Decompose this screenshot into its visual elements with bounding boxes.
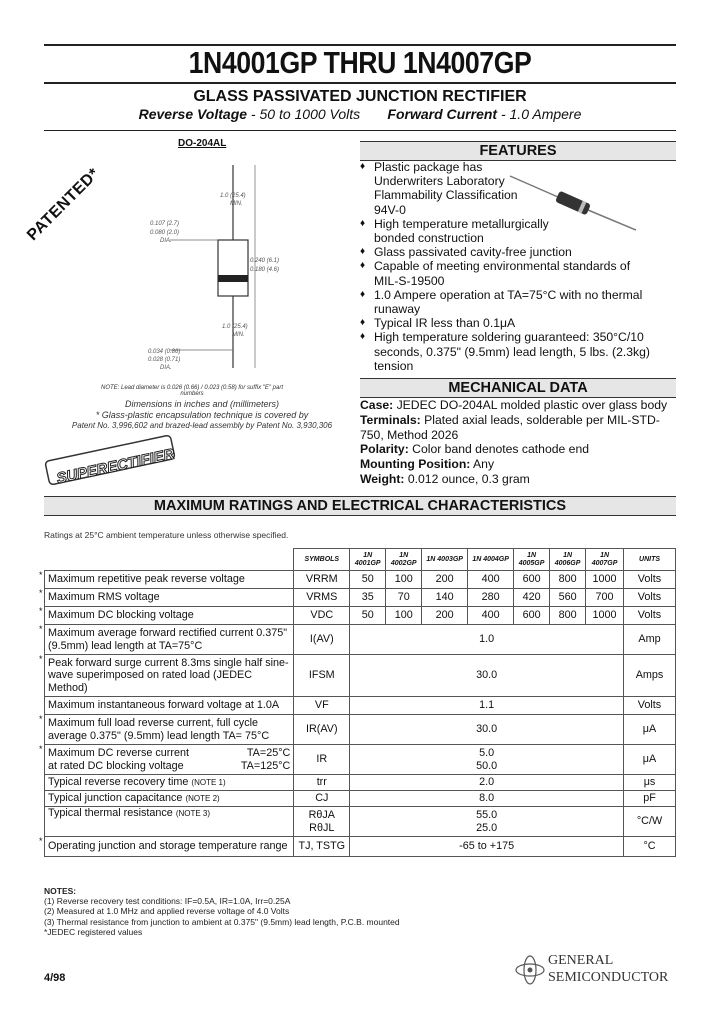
forward-current-value: - 1.0 Ampere (497, 106, 582, 122)
mounting-line: Mounting Position: Any (360, 457, 495, 472)
svg-text:MIN.: MIN. (230, 201, 243, 207)
table-row: * Maximum DC reverse current TA=25°C at rated DC blocking voltage TA=125°C IR 5.0 50.0 μA (45, 745, 676, 775)
notes-heading: NOTES: (44, 886, 77, 896)
ratings-note: Ratings at 25°C ambient temperature unless otherwise specified. (44, 530, 289, 540)
ratings-heading: MAXIMUM RATINGS AND ELECTRICAL CHARACTERISTICS (44, 496, 676, 516)
header-bottom-rule (44, 130, 676, 131)
diode-photo-icon (508, 172, 638, 232)
ratings-line (0, 106, 720, 122)
patent-note-1: * Glass-plastic encapsulation technique is covered by (95, 410, 309, 420)
superectifier-logo-text: SUPERECTIFIER (55, 445, 176, 488)
svg-text:0.240 (6.1): 0.240 (6.1) (250, 258, 280, 264)
svg-text:1.0 (25.4): 1.0 (25.4) (222, 324, 248, 330)
weight-line: Weight: 0.012 ounce, 0.3 gram (360, 471, 530, 486)
col-part: 1N 4002GP (386, 549, 422, 571)
note-4: *JEDEC registered values (44, 926, 143, 937)
title-rule (44, 82, 676, 84)
col-part: 1N 4006GP (550, 549, 586, 571)
table-row: * Maximum RMS voltage VRMS 35 70 140 280 420 560 700 Volts (45, 589, 676, 607)
svg-text:0.080 (2.0): 0.080 (2.0) (150, 230, 180, 236)
table-row: Typical junction capacitance (NOTE 2) CJ 8.0 pF (45, 791, 676, 807)
col-units: UNITS (624, 549, 676, 571)
note-2: (2) Measured at 1.0 MHz and applied reverse voltage of 4.0 Volts (44, 906, 290, 917)
feature-item: ♦ Capable of meeting environmental standards of MIL-S-19500 (360, 259, 644, 287)
table-row: * Maximum repetitive peak reverse voltage VRRM 50 100 200 400 600 800 1000 Volts (45, 571, 676, 589)
page-title: 1N4001GP THRU 1N4007GP (188, 45, 532, 80)
col-part: 1N 4003GP (422, 549, 468, 571)
col-symbols: SYMBOLS (294, 549, 350, 571)
table-row: * Maximum average forward rectified current 0.375" (9.5mm) lead length at TA=75°C I(AV) 1.0 Amp (45, 625, 676, 655)
table-row: * Operating junction and storage temperature range TJ, TSTG -65 to +175 °C (45, 837, 676, 857)
polarity-line: Polarity: Color band denotes cathode end (360, 442, 590, 457)
svg-text:MIN.: MIN. (232, 332, 245, 338)
svg-text:DIA.: DIA. (160, 238, 172, 244)
feature-item: ♦ High temperature metallurgically bonded construction (360, 217, 584, 245)
features-heading: FEATURES (360, 141, 676, 161)
note-3: (3) Thermal resistance from junction to ambient at 0.375" (9.5mm) lead length, P.C.B. mounted (44, 916, 400, 927)
terminals-line: Terminals: Plated axial leads, solderable per MIL-STD-750, Method 2026 (360, 412, 660, 442)
table-header-row (45, 549, 676, 571)
feature-item: ♦ Glass passivated cavity-free junction (360, 245, 650, 259)
subtitle: GLASS PASSIVATED JUNCTION RECTIFIER (193, 88, 527, 105)
svg-text:0.180 (4.6): 0.180 (4.6) (250, 267, 280, 273)
diode-outline-drawing (130, 150, 310, 380)
table-row: * Maximum full load reverse current, full cycle average 0.375" (9.5mm) lead length TA= 75°C IR(AV) 30.0 μA (45, 715, 676, 745)
col-part: 1N 4007GP (586, 549, 624, 571)
feature-item: ♦ Plastic package has Underwriters Laboratory Flammability Classification 94V-0 (360, 160, 524, 217)
notes-block (44, 886, 400, 937)
mechanical-heading: MECHANICAL DATA (360, 378, 676, 398)
svg-text:0.034 (0.86): 0.034 (0.86) (148, 349, 181, 355)
brand-name: GENERAL SEMICONDUCTOR (548, 953, 669, 985)
col-part: 1N 4001GP (350, 549, 386, 571)
svg-text:0.107 (2.7): 0.107 (2.7) (150, 221, 180, 227)
superectifier-logo (44, 430, 184, 488)
revision-date: 4/98 (44, 972, 66, 984)
mechanical-data (360, 398, 680, 487)
table-row: * Peak forward surge current 8.3ms single half sine-wave superimposed on rated load (JEDEC Method) IFSM 30.0 Amps (45, 655, 676, 697)
dimension-note: Dimensions in inches and (millimeters) (124, 399, 280, 409)
table-row: Typical thermal resistance (NOTE 3) RθJA RθJL 55.0 25.0 °C/W (45, 807, 676, 837)
feature-item: ♦ 1.0 Ampere operation at TA=75°C with no thermal runaway (360, 288, 664, 316)
note-1: (1) Reverse recovery test conditions: IF=0.5A, IR=1.0A, Irr=0.25A (44, 896, 291, 907)
package-label: DO-204AL (178, 138, 227, 149)
reverse-voltage-label: Reverse Voltage (138, 106, 248, 122)
feature-item: ♦ Typical IR less than 0.1μA (360, 316, 650, 330)
svg-text:DIA.: DIA. (160, 365, 172, 371)
reverse-voltage-value: - 50 to 1000 Volts (247, 106, 361, 122)
svg-text:1.0 (25.4): 1.0 (25.4) (220, 193, 246, 199)
case-line: Case: JEDEC DO-204AL molded plastic over glass body (360, 398, 668, 412)
patented-stamp: PATENTED* (24, 165, 103, 245)
col-part: 1N 4005GP (514, 549, 550, 571)
table-row: Maximum instantaneous forward voltage at 1.0A VF 1.1 Volts (45, 697, 676, 715)
forward-current-label: Forward Current (387, 106, 498, 122)
table-row: Typical reverse recovery time (NOTE 1) trr 2.0 μs (45, 775, 676, 791)
patent-note-2: Patent No. 3,996,602 and brazed-lead assembly by Patent No. 3,930,306 (71, 421, 333, 430)
svg-text:0.028 (0.71): 0.028 (0.71) (148, 357, 181, 363)
col-part: 1N 4004GP (468, 549, 514, 571)
lead-note: NOTE: Lead diameter is 0.026 (0.66) / 0.023 (0.58) for suffix "E" part numbers (100, 385, 283, 397)
table-row: * Maximum DC blocking voltage VDC 50 100 200 400 600 800 1000 Volts (45, 607, 676, 625)
gs-logo-icon (514, 952, 546, 988)
ratings-table (44, 548, 676, 857)
feature-item: ♦ High temperature soldering guaranteed: 350°C/10 seconds, 0.375" (9.5mm) lead length, 5 lbs. (2.3kg) tension (360, 330, 654, 373)
